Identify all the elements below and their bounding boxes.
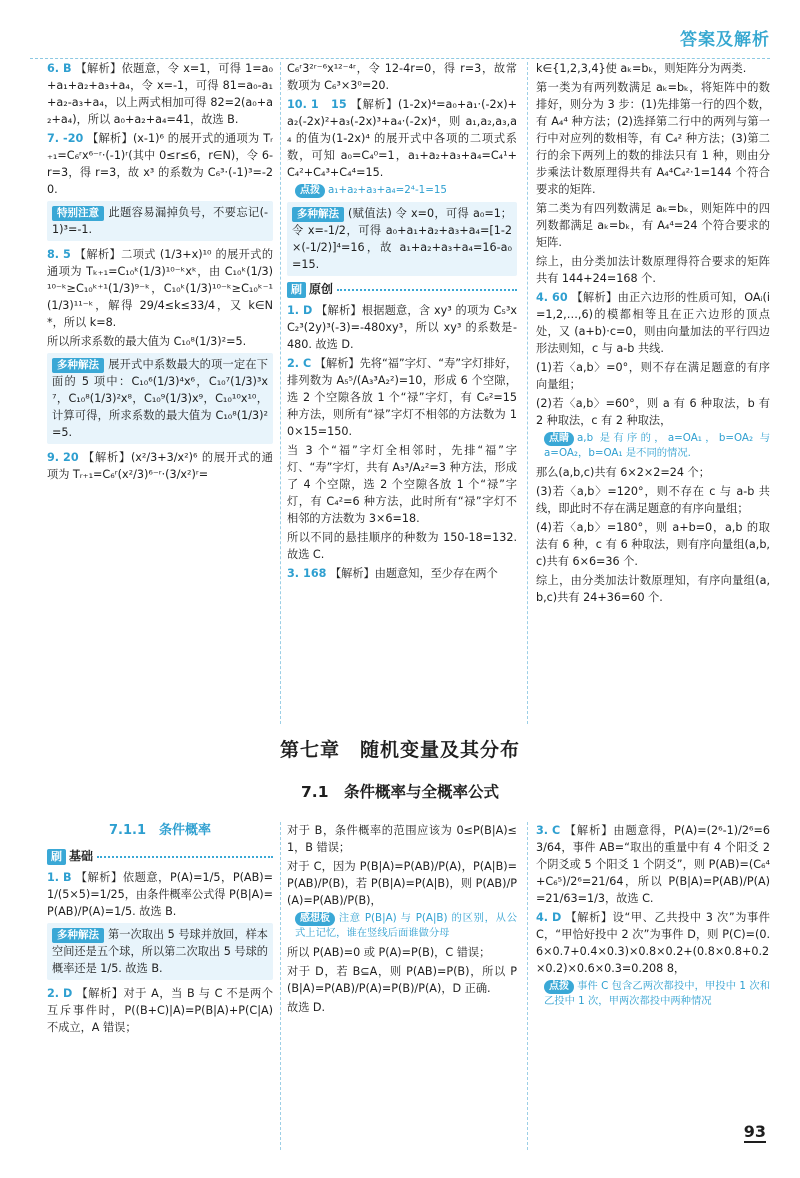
analysis-label: 【解析】 xyxy=(560,824,614,837)
multi-method-box xyxy=(287,202,517,276)
answer-item xyxy=(536,289,770,357)
note-tag: 点拨 xyxy=(544,980,574,994)
analysis-label: 【解析】 xyxy=(346,98,399,111)
answer-text xyxy=(287,60,517,94)
column-3-bottom xyxy=(536,822,770,1152)
solution-text: 那么(a,b,c)共有 6×2×2=24 个； xyxy=(536,466,710,479)
solution-text: (2)若〈a,b〉=60°，则 a 有 6 种取法，b 有 2 种取法，c 有 2 种取法， xyxy=(536,397,770,427)
subsection-title: 7.1.1 条件概率 xyxy=(108,823,211,838)
solution-text: (1)若〈a,b〉=0°，则不存在满足题意的有序向量组； xyxy=(536,361,770,391)
column-3-top xyxy=(536,60,770,726)
section-label: 原创 xyxy=(309,282,334,296)
question-number: 1. xyxy=(47,871,60,884)
answer-text xyxy=(536,359,770,393)
solution-text: 所以不同的悬挂顺序的种数为 150-18=132. 故选 C. xyxy=(287,531,517,561)
solution-text: 故选 D. xyxy=(287,1001,326,1014)
solution-text: 当 3 个“福”字灯全相邻时，先排“福”字灯、“寿”字灯，共有 A₃³/A₂²=3 种方法，形成了 4 个空隙，选 2 个空隙各放 1 个“禄”字灯，有 C₄²=6 种方法，此时所有“禄”字灯不相邻的方法数为 3×6=18. xyxy=(287,444,517,525)
solution-text: 先将“福”字灯、“寿”字灯排好，排列数为 A₅⁵/(A₃³A₂²)=10，形成 6 个空隙，选 2 个空隙各放 1 个“禄”字灯，有 C₆²=15 种方法，则所有“禄”字灯不相邻的方法数为 10×15=150. xyxy=(287,357,517,438)
question-number: 3. xyxy=(287,567,300,580)
analysis-label: 【解析】 xyxy=(561,911,613,924)
solution-text: (1-2x)⁴=a₀+a₁·(-2x)+a₂(-2x)²+a₃(-2x)³+a₄·(-2x)⁴，则 a₁,a₂,a₃,a₄ 的值为(1-2x)⁴ 的展开式中各项的二项式系数，可知 a₀=C₄⁰=1，a₁+a₂+a₃+a₄=C₄¹+C₄²+C₄³+C₄⁴=15. xyxy=(287,98,517,179)
question-number: 9. xyxy=(47,451,60,464)
solution-text: 对于 A，当 B 与 C 不是两个互斥事件时，P((B+C)|A)=P(B|A)+P(C|A)不成立，A 错误； xyxy=(47,987,273,1034)
answer-choice: D xyxy=(63,987,73,1000)
answer-text xyxy=(536,483,770,517)
box-tag: 特别注意 xyxy=(52,206,104,221)
column-1-top xyxy=(47,60,273,726)
note-tag: 点拨 xyxy=(295,184,325,198)
answer-text xyxy=(287,822,517,856)
column-divider xyxy=(527,822,528,1150)
note-text: 事件 C 包含乙两次都投中，甲投中 1 次和乙投中 1 次，甲两次都投中两种情况 xyxy=(544,980,770,1007)
answer-text xyxy=(287,442,517,527)
answer-item xyxy=(287,302,517,353)
answer-text xyxy=(536,60,770,77)
section-badge: 刷 xyxy=(47,849,66,865)
analysis-label: 【解析】 xyxy=(83,132,133,145)
annotation-note xyxy=(295,911,517,940)
column-2-top xyxy=(287,60,517,726)
question-number: 6. xyxy=(47,62,60,75)
solution-text: 第一类为有两列数满足 aₖ=bₖ，将矩阵中的数排好，则分为 3 步：(1)先排第一行的四个数，有 A₄⁴ 种方法；(2)选择第二行中的两列与第一行中对应列的数相等，有 C₄² 种方法；(3)第二行的余下两列上的数的排法只有 1 种，则由分步乘法计数原理得共有 A₄⁴C₄²·1=144 个符合要求的矩阵. xyxy=(536,81,770,196)
solution-text: 由题意知，至少存在两个 xyxy=(374,567,498,580)
box-text: (赋值法) 令 x=0，可得 a₀=1；令 x=-1/2，可得 a₀+a₁+a₂+a₃+a₄=[1-2×(-1/2)]⁴=16，故 a₁+a₂+a₃+a₄=16-a₀=15. xyxy=(292,207,512,271)
column-divider xyxy=(280,62,281,724)
solution-text: 所以 P(AB)=0 或 P(A)=P(B)，C 错误； xyxy=(287,946,491,959)
question-number: 3. xyxy=(536,824,549,837)
analysis-label: 【解析】 xyxy=(78,451,131,464)
question-number: 7. xyxy=(47,132,60,145)
answer-text xyxy=(536,395,770,429)
analysis-label: 【解析】 xyxy=(71,871,123,884)
question-number: 10. xyxy=(287,98,307,111)
answer-item xyxy=(47,130,273,198)
answer-item xyxy=(287,355,517,440)
solution-text: 对于 B，条件概率的范围应该为 0≤P(B|A)≤1，B 错误； xyxy=(287,824,517,854)
solution-text: 对于 C，因为 P(B|A)=P(AB)/P(A)，P(A|B)=P(AB)/P(B)，若 P(B|A)=P(A|B)，则 P(AB)/P(A)=P(AB)/P(B)， xyxy=(287,860,517,907)
solution-text: 二项式 (1/3+x)¹⁰ 的展开式的通项为 Tₖ₊₁=C₁₀ᵏ(1/3)¹⁰⁻ᵏxᵏ，由 C₁₀ᵏ(1/3)¹⁰⁻ᵏ≥C₁₀ᵏ⁺¹(1/3)⁹⁻ᵏ，C₁₀ᵏ(1/3)¹⁰⁻ᵏ≥C₁₀ᵏ⁻¹(1/3)¹¹⁻ᵏ，解得 29/4≤k≤33/4，又 k∈N*，所以 k=8. xyxy=(47,248,273,329)
answer-text xyxy=(287,999,517,1016)
note-tag: 点睛 xyxy=(544,432,574,446)
note-tag: 感想板 xyxy=(295,912,335,926)
answer-choice: 1 15 xyxy=(310,98,347,111)
answer-text xyxy=(287,944,517,961)
section-header xyxy=(287,281,517,298)
answer-choice: 5 xyxy=(63,248,71,261)
analysis-label: 【解析】 xyxy=(312,304,362,317)
section-header xyxy=(47,848,273,865)
box-text: 第一次取出 5 号球并放回，样本空间还是五个球，所以第二次取出 5 号球的概率还是 1/5. 故选 B. xyxy=(52,928,268,975)
box-tag: 多种解法 xyxy=(52,928,104,943)
question-number: 8. xyxy=(47,248,60,261)
solution-text: 由题意得，P(A)=(2⁶-1)/2⁶=63/64，事件 AB=“取出的重量中有 4 个阳爻 2 个阴爻或 5 个阳爻 1 个阴爻”，则 P(AB)=(C₆⁴+C₆⁵)/2⁶=21/64，所以 P(B|A)=P(AB)/P(A)=21/63=1/3，故选 C. xyxy=(536,824,770,905)
column-2-bottom xyxy=(287,822,517,1152)
solution-text: 依题意，P(A)=1/5，P(AB)=1/(5×5)=1/25，由条件概率公式得 P(B|A)=P(AB)/P(A)=1/5. 故选 B. xyxy=(47,871,273,918)
box-tag: 多种解法 xyxy=(292,207,344,222)
box-text: 此题容易漏掉负号，不要忘记(-1)³=-1. xyxy=(52,206,268,236)
header-title: 答案及解析 xyxy=(680,30,770,50)
solution-text: (3)若〈a,b〉=120°，则不存在 c 与 a-b 共线，即此时不存在满足题意的有序向量组； xyxy=(536,485,770,515)
question-number: 2. xyxy=(47,987,60,1000)
answer-choice: 168 xyxy=(303,567,327,580)
chapter-title: 第七章 随机变量及其分布 xyxy=(279,739,520,761)
annotation-note xyxy=(295,183,517,198)
solution-text: 根据题意，含 xy³ 的项为 C₅³xC₂³(2y)³(-3)=-480xy³，所以 xy³ 的系数是-480. 故选 D. xyxy=(287,304,517,351)
answer-text xyxy=(536,519,770,570)
answer-text xyxy=(287,858,517,909)
multi-method-box xyxy=(47,353,273,444)
section-badge: 刷 xyxy=(287,282,306,298)
answer-text xyxy=(536,253,770,287)
analysis-label: 【解析】 xyxy=(567,291,618,304)
section-label: 基础 xyxy=(69,849,94,863)
answer-choice: C xyxy=(303,357,312,370)
answer-item xyxy=(47,60,273,128)
solution-text: 依题意，令 x=1，可得 1=a₀+a₁+a₂+a₃+a₄，令 x=-1，可得 81=a₀-a₁+a₂-a₃+a₄，以上两式相加可得 82=2(a₀+a₂+a₄)，所以 a₀+a₂+a₄=41，故选 B. xyxy=(47,62,273,126)
answer-text xyxy=(536,464,770,481)
answer-choice: 20 xyxy=(63,451,79,464)
annotation-note xyxy=(544,979,770,1008)
answer-text xyxy=(536,200,770,251)
question-number: 4. xyxy=(536,911,549,924)
answer-choice: D xyxy=(303,304,313,317)
section-dots xyxy=(97,856,273,858)
section-title: 7.1 条件概率与全概率公式 xyxy=(301,783,499,801)
note-text: a,b 是有序的，a=OA₁，b=OA₂ 与 a=OA₂，b=OA₁ 是不同的情况. xyxy=(544,432,770,459)
analysis-label: 【解析】 xyxy=(72,987,124,1000)
answer-choice: -20 xyxy=(63,132,84,145)
solution-text: 综上，由分类加法计数原理知，有序向量组(a,b,c)共有 24+36=60 个. xyxy=(536,574,770,604)
question-number: 4. xyxy=(536,291,549,304)
answer-text xyxy=(287,529,517,563)
solution-text: (x-1)⁶ 的展开式的通项为 Tᵣ₊₁=C₆ʳx⁶⁻ʳ·(-1)ʳ(其中 0≤r≤6，r∈N)，令 6-r=3，得 r=3，故 x³ 的系数为 C₆³·(-1)³=-20. xyxy=(47,132,273,196)
solution-text: 设“甲、乙共投中 3 次”为事件 C，“甲恰好投中 2 次”为事件 D，则 P(C)=(0.6×0.7+0.4×0.3)×0.8×0.2+(0.8×0.8+0.2×0.2)×0.6×0.3=0.208 8， xyxy=(536,911,770,975)
answer-item xyxy=(47,449,273,483)
solution-text: 对于 D，若 B⊆A，则 P(AB)=P(B)，所以 P(B|A)=P(AB)/P(A)=P(B)/P(A)，D 正确. xyxy=(287,965,517,995)
solution-text: 第二类为有四列数满足 aₖ=bₖ，则矩阵中的四列数都满足 aₖ=bₖ，有 A₄⁴=24 个符合要求的矩阵. xyxy=(536,202,770,249)
answer-item xyxy=(536,909,770,977)
analysis-label: 【解析】 xyxy=(71,62,122,75)
box-tag: 多种解法 xyxy=(52,358,104,373)
solution-text: 综上，由分类加法计数原理得符合要求的矩阵共有 144+24=168 个. xyxy=(536,255,770,285)
solution-text: 由正六边形的性质可知，OAᵢ(i=1,2,…,6)的模都相等且在正六边形的顶点处，又 (a+b)·c=0，则由向量加法的平行四边形法则知，c 与 a-b 共线. xyxy=(536,291,770,355)
answer-text xyxy=(536,79,770,198)
answer-text xyxy=(287,963,517,997)
solution-text: C₆ʳ3²ʳ⁻⁶x¹²⁻⁴ʳ，令 12-4r=0，得 r=3，故常数项为 C₆³×3⁰=20. xyxy=(287,62,517,92)
analysis-label: 【解析】 xyxy=(70,248,122,261)
answer-item xyxy=(287,96,517,181)
analysis-label: 【解析】 xyxy=(311,357,360,370)
section-dots xyxy=(337,289,517,291)
answer-item xyxy=(47,869,273,920)
question-number: 1. xyxy=(287,304,300,317)
solution-text: (x²/3+3/x²)⁶ 的展开式的通项为 Tᵣ₊₁=C₆ʳ(x²/3)⁶⁻ʳ·(3/x²)ʳ= xyxy=(47,451,273,481)
column-divider xyxy=(527,62,528,724)
answer-text xyxy=(47,333,273,350)
analysis-label: 【解析】 xyxy=(326,567,375,580)
answer-choice: B xyxy=(63,871,72,884)
answer-item xyxy=(47,985,273,1036)
answer-choice: D xyxy=(552,911,562,924)
answer-choice: B xyxy=(63,62,72,75)
column-1-bottom xyxy=(47,845,273,1145)
answer-choice: C xyxy=(552,824,561,837)
answer-item xyxy=(47,246,273,331)
question-number: 2. xyxy=(287,357,300,370)
solution-text: k∈{1,2,3,4}使 aₖ=bₖ，则矩阵分为两类. xyxy=(536,62,747,75)
annotation-note xyxy=(544,431,770,460)
solution-text: 所以所求系数的最大值为 C₁₀⁸(1/3)²=5. xyxy=(47,335,247,348)
special-note-box xyxy=(47,201,273,241)
solution-text: (4)若〈a,b〉=180°，则 a+b=0，a,b 的取法有 6 种，c 有 6 种取法，则有序向量组(a,b,c)共有 6×6=36 个. xyxy=(536,521,770,568)
note-text: a₁+a₂+a₃+a₄=2⁴-1=15 xyxy=(328,184,447,196)
answer-choice: 60 xyxy=(552,291,568,304)
column-divider xyxy=(280,822,281,1150)
multi-method-box xyxy=(47,923,273,980)
answer-item xyxy=(536,822,770,907)
page-number: 93 xyxy=(743,1122,766,1141)
answer-item xyxy=(287,565,517,582)
box-text: 展开式中系数最大的项一定在下面的 5 项中：C₁₀⁶(1/3)⁴x⁶，C₁₀⁷(1/3)³x⁷，C₁₀⁸(1/3)²x⁸，C₁₀⁹(1/3)x⁹，C₁₀¹⁰x¹⁰，计算可得，所求系数的最大值为 C₁₀⁸(1/3)²=5. xyxy=(52,358,268,439)
answer-text xyxy=(536,572,770,606)
note-text: 注意 P(B|A) 与 P(A|B) 的区别，从公式上记忆，谁在竖线后面谁做分母 xyxy=(295,912,517,939)
